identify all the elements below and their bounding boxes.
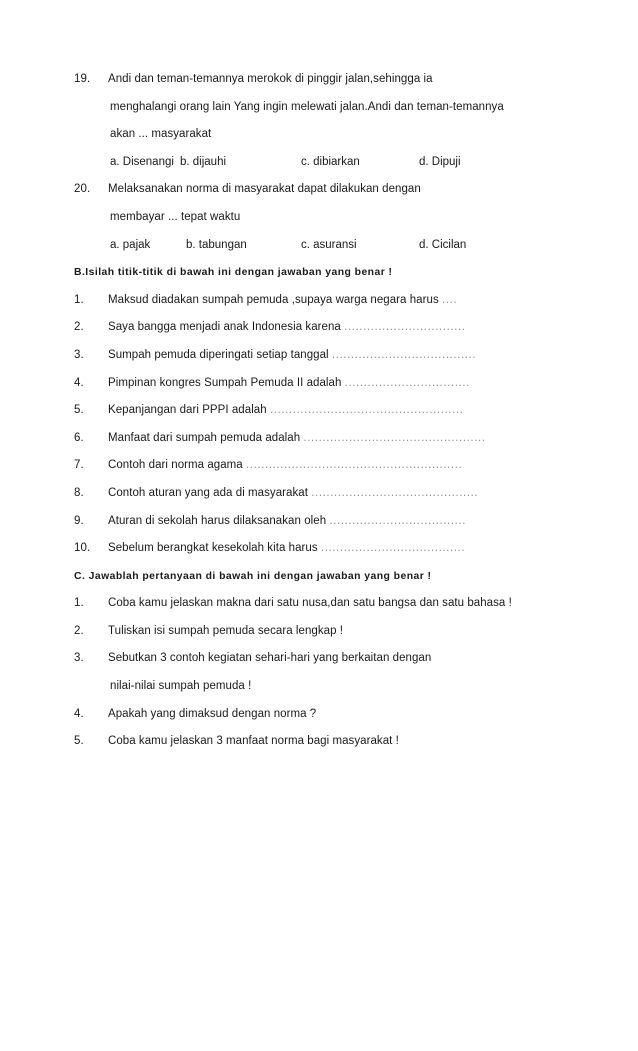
item-number: 10. — [74, 542, 91, 555]
fill-blank-item — [0, 508, 638, 536]
question-line — [0, 176, 638, 204]
fill-blank-item — [0, 397, 638, 425]
answer-leader[interactable]: ......................................................... — [246, 459, 463, 472]
item-prompt: Contoh dari norma agama — [108, 459, 246, 472]
item-prompt: Saya bangga menjadi anak Indonesia karena — [108, 321, 345, 334]
question-20 — [0, 176, 638, 259]
answer-leader[interactable]: .................................... — [329, 514, 467, 527]
option-b[interactable]: b. tabungan — [186, 238, 247, 251]
item-text — [108, 452, 462, 480]
item-text: nilai-nilai sumpah pemuda ! — [110, 680, 252, 693]
item-number: 6. — [74, 431, 84, 444]
item-prompt: Contoh aturan yang ada di masyarakat — [108, 486, 312, 499]
essay-item — [0, 728, 638, 756]
item-number: 2. — [74, 321, 84, 334]
item-number: 3. — [74, 348, 84, 361]
section-c-heading-text: C. Jawablah pertanyaan di bawah ini dengan jawaban yang benar ! — [74, 570, 432, 582]
option-a[interactable]: a. Disenangi — [110, 155, 174, 168]
section-b-heading-text: B.Isilah titik-titik di bawah ini dengan jawaban yang benar ! — [74, 267, 393, 279]
answer-options — [0, 232, 638, 260]
answer-leader[interactable]: ................................................... — [269, 404, 464, 417]
fill-blank-item — [0, 342, 638, 370]
item-prompt: Sumpah pemuda diperingati setiap tanggal — [108, 348, 332, 361]
section-b-heading — [0, 259, 638, 287]
item-text — [108, 370, 470, 398]
question-text: Andi dan teman-temannya merokok di pinggir jalan,sehingga ia — [108, 73, 433, 85]
document-body — [0, 66, 638, 756]
question-line-continuation — [0, 204, 638, 232]
item-text — [108, 397, 464, 425]
item-number: 4. — [74, 376, 84, 389]
item-text — [108, 480, 478, 508]
essay-item — [0, 590, 638, 618]
question-number: 20. — [74, 183, 91, 196]
item-text: Apakah yang dimaksud dengan norma ? — [108, 707, 317, 720]
fill-blank-item — [0, 535, 638, 563]
answer-leader[interactable]: ............................................ — [311, 486, 479, 499]
item-text: Coba kamu jelaskan makna dari satu nusa,dan satu bangsa dan satu bahasa ! — [108, 597, 512, 610]
item-number: 1. — [74, 597, 84, 610]
answer-options — [0, 149, 638, 177]
item-prompt: Maksud diadakan sumpah pemuda ,supaya warga negara harus — [108, 293, 443, 306]
item-prompt: Pimpinan kongres Sumpah Pemuda II adalah — [108, 376, 345, 389]
option-d[interactable]: d. Dipuji — [419, 155, 461, 168]
item-number: 4. — [74, 707, 84, 720]
question-text: akan ... masyarakat — [110, 128, 212, 141]
option-b[interactable]: b. dijauhi — [180, 155, 227, 168]
item-text — [108, 425, 486, 453]
question-text: menghalangi orang lain Yang ingin melewati jalan.Andi dan teman-temannya — [110, 100, 504, 113]
item-text — [108, 287, 457, 315]
item-number: 1. — [74, 293, 84, 306]
fill-blank-item — [0, 480, 638, 508]
essay-item — [0, 701, 638, 729]
question-line-continuation — [0, 121, 638, 149]
answer-leader[interactable]: ................................................ — [303, 431, 486, 444]
answer-leader[interactable]: ................................ — [344, 321, 466, 334]
answer-leader[interactable]: ...................................... — [331, 348, 477, 361]
item-number: 9. — [74, 514, 84, 527]
item-text — [108, 314, 466, 342]
item-text: Coba kamu jelaskan 3 manfaat norma bagi masyarakat ! — [108, 735, 399, 748]
question-text: membayar ... tepat waktu — [110, 210, 241, 223]
section-b — [0, 259, 638, 563]
item-number: 8. — [74, 486, 84, 499]
section-c — [0, 563, 638, 756]
item-number: 2. — [74, 624, 84, 637]
multiple-choice-section — [0, 66, 638, 259]
option-d[interactable]: d. Cicilan — [419, 238, 467, 251]
question-line — [0, 66, 638, 94]
essay-item-continuation — [0, 673, 638, 701]
essay-item — [0, 618, 638, 646]
question-number: 19. — [74, 73, 91, 85]
essay-item — [0, 645, 638, 673]
item-text — [108, 508, 466, 536]
fill-blank-item — [0, 370, 638, 398]
option-c[interactable]: c. dibiarkan — [301, 155, 360, 168]
question-line-continuation — [0, 94, 638, 122]
fill-blank-item — [0, 287, 638, 315]
section-c-heading — [0, 563, 638, 591]
item-number: 5. — [74, 404, 84, 417]
fill-blank-item — [0, 425, 638, 453]
answer-leader[interactable]: .... — [442, 293, 458, 306]
item-prompt: Kepanjangan dari PPPI adalah — [108, 404, 270, 417]
item-text — [108, 342, 476, 370]
item-prompt: Aturan di sekolah harus dilaksanakan oleh — [108, 514, 330, 527]
answer-leader[interactable]: ................................. — [344, 376, 470, 389]
question-19 — [0, 66, 638, 176]
item-text: Tuliskan isi sumpah pemuda secara lengkap ! — [108, 624, 344, 637]
item-prompt: Sebelum berangkat kesekolah kita harus — [108, 542, 321, 555]
item-prompt: Manfaat dari sumpah pemuda adalah — [108, 431, 304, 444]
option-c[interactable]: c. asuransi — [301, 238, 357, 251]
item-number: 7. — [74, 459, 84, 472]
answer-leader[interactable]: ...................................... — [320, 542, 466, 555]
item-text — [108, 535, 465, 563]
question-text: Melaksanakan norma di masyarakat dapat dilakukan dengan — [108, 183, 421, 196]
fill-blank-item — [0, 314, 638, 342]
item-number: 3. — [74, 652, 84, 665]
fill-blank-item — [0, 452, 638, 480]
option-a[interactable]: a. pajak — [110, 238, 151, 251]
item-text: Sebutkan 3 contoh kegiatan sehari-hari yang berkaitan dengan — [108, 652, 432, 665]
item-number: 5. — [74, 735, 84, 748]
